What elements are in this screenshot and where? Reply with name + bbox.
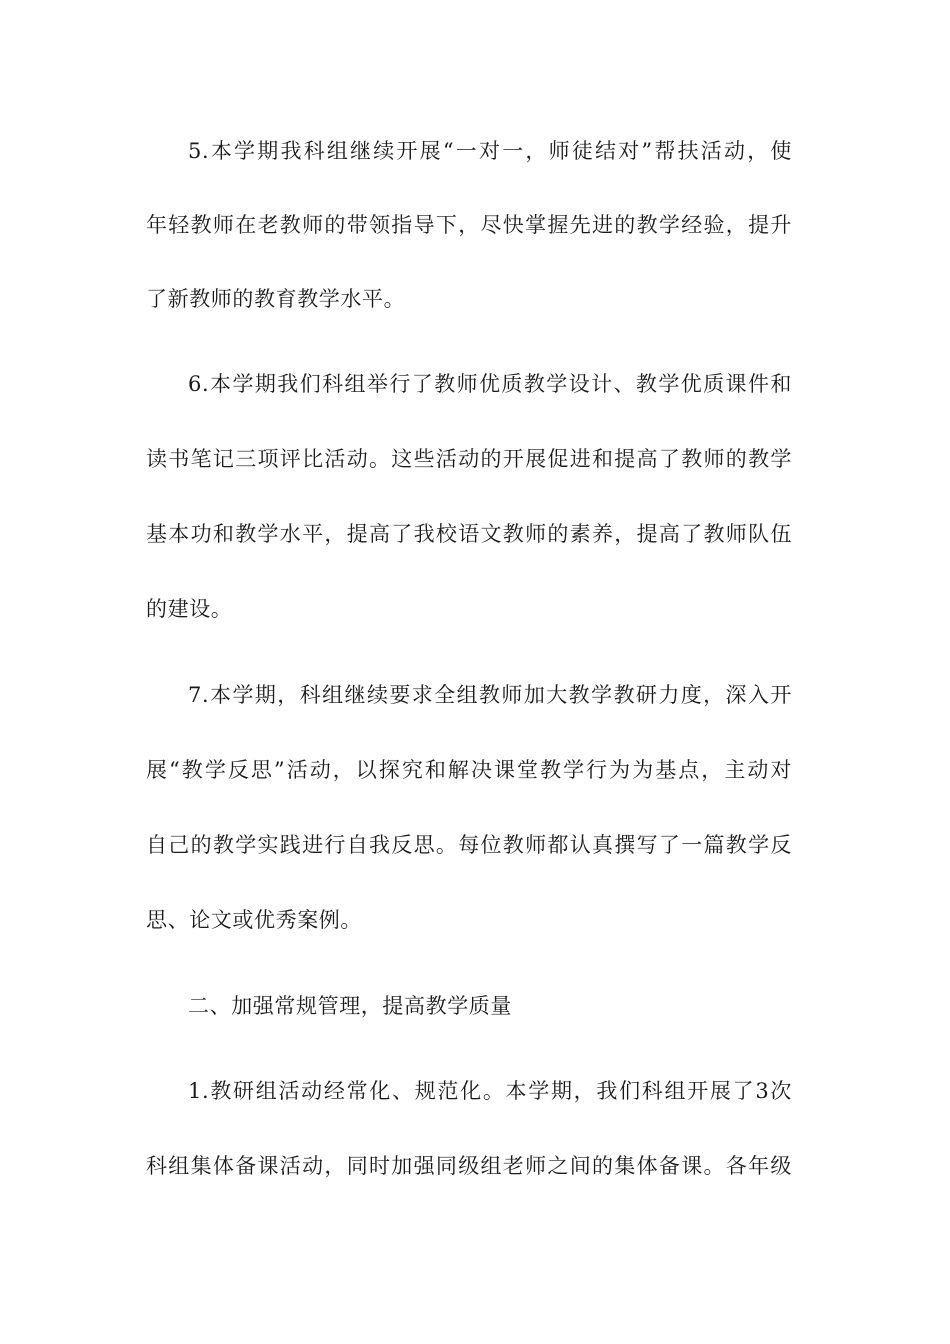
paragraph-1-line-2: 科组集体备课活动，同时加强同级组老师之间的集体备课。各年级 xyxy=(146,1154,792,1178)
paragraph-7-line-4: 思、论文或优秀案例。 xyxy=(146,908,362,932)
paragraph-6-line-2: 读书笔记三项评比活动。这些活动的开展促进和提高了教师的教学 xyxy=(146,447,792,471)
paragraph-7-line-2: 展“教学反思”活动，以探究和解决课堂教学行为为基点，主动对 xyxy=(146,758,792,782)
paragraph-6-line-3: 基本功和教学水平，提高了我校语文教师的素养，提高了教师队伍 xyxy=(146,522,792,546)
paragraph-7-line-1: 7.本学期，科组继续要求全组教师加大教学教研力度，深入开 xyxy=(188,683,792,707)
paragraph-5-line-2: 年轻教师在老教师的带领指导下，尽快掌握先进的教学经验，提升 xyxy=(146,213,792,237)
paragraph-7-line-3: 自己的教学实践进行自我反思。每位教师都认真撰写了一篇教学反 xyxy=(146,833,792,857)
section-heading: 二、加强常规管理，提高教学质量 xyxy=(188,994,512,1018)
paragraph-6-line-1: 6.本学期我们科组举行了教师优质教学设计、教学优质课件和 xyxy=(188,372,792,396)
paragraph-1-line-1: 1.教研组活动经常化、规范化。本学期，我们科组开展了3次 xyxy=(188,1079,792,1103)
paragraph-5-line-1: 5.本学期我科组继续开展“一对一，师徒结对”帮扶活动，使 xyxy=(188,139,792,163)
paragraph-5-line-3: 了新教师的教育教学水平。 xyxy=(146,287,406,311)
paragraph-6-line-4: 的建设。 xyxy=(146,597,233,621)
